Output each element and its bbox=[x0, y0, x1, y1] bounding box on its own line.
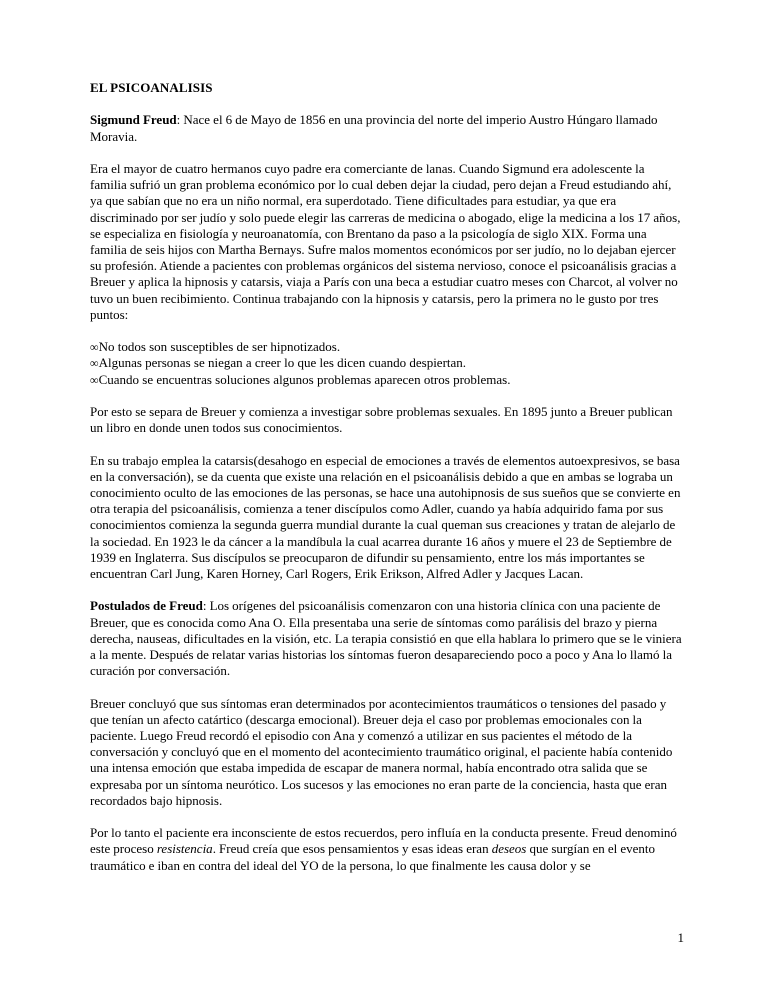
paragraph-freud-intro bbox=[90, 112, 684, 144]
list-item-label: Algunas personas se niegan a creer lo que les dicen cuando despiertan. bbox=[98, 355, 467, 371]
list-item bbox=[90, 372, 684, 388]
paragraph-breuer-split: Por esto se separa de Breuer y comienza a investigar sobre problemas sexuales. En 1895 junto a Breuer publican un libro en donde unen todos sus conocimientos. bbox=[90, 404, 673, 436]
resistencia-text-part1: Por lo tanto el paciente era inconsciente de estos recuerdos, pero influía en la conducta presente. Freud denominó este proceso bbox=[90, 825, 677, 857]
paragraph-resistencia bbox=[90, 825, 684, 874]
paragraph-breuer-conclusion: Breuer concluyó que sus síntomas eran determinados por acontecimientos traumáticos o tensiones del pasado y que tenían un afecto catártico (descarga emocional). Breuer deja el caso por problemas emocionales con la paciente. Luego Freud recordó el episodio con Ana y comenzó a utilizar en sus pacientes el método de la conversación y concluyó que en el momento del acontecimiento traumático original, el paciente había contenido una intensa emoción que estaba impedida de escapar de manera normal, había encontrado otra salida que se expresaba por un síntoma neurótico. Los sucesos y las emociones no eran parte de la conciencia, hasta que eran recordados bajo hipnosis. bbox=[90, 695, 673, 808]
infinity-bullet-icon: ∞ bbox=[90, 372, 99, 387]
paragraph-biography: Era el mayor de cuatro hermanos cuyo padre era comerciante de lanas. Cuando Sigmund era adolescente la familia sufrió un gran problema económico por lo cual deben dejar la ciudad, pero dejan a Freud estudiando ahí, ya que sabían que no era un niño normal, era superdotado. Tiene dificultades para estudiar, ya que era discriminado por ser judío y solo puede elegir las carreras de medicina o abogado, elige la medicina a los 17 años, se especializa en fisiología y neuroanatomía, con Brentano da paso a la psicología de siglo XIX. Forma una familia de seis hijos con Martha Bernays. Sufre malos momentos económicos por ser judío, no lo dejaban ejercer su profesión. Atiende a pacientes con problemas orgánicos del sistema nervioso, conoce el psicoanálisis gracias a Breuer y aplica la hipnosis y catarsis, viaja a París con una beca a estudiar cuatro meses con Charcot, al volver no tuvo un buen recibimiento. Continua trabajando con la hipnosis y catarsis, pero la primera no le gusto por tres puntos: bbox=[90, 160, 681, 322]
freud-intro-lead: Sigmund Freud bbox=[90, 112, 177, 128]
page-number: 1 bbox=[677, 930, 684, 945]
list-item-label: No todos son susceptibles de ser hipnotizados. bbox=[98, 339, 341, 355]
page-title: EL PSICOANALISIS bbox=[90, 80, 213, 95]
postulados-lead: Postulados de Freud bbox=[90, 598, 203, 614]
list-item bbox=[90, 339, 684, 355]
freud-intro-text: : Nace el 6 de Mayo de 1856 en una provincia del norte del imperio Austro Húngaro llamado Moravia. bbox=[90, 112, 658, 144]
resistencia-text-part2: . Freud creía que esos pensamientos y esas ideas eran bbox=[212, 841, 492, 857]
infinity-bullet-icon: ∞ bbox=[90, 356, 99, 371]
list-item bbox=[90, 355, 684, 371]
document-body bbox=[90, 80, 684, 874]
resistencia-emphasis: resistencia bbox=[156, 841, 213, 857]
paragraph-postulados bbox=[90, 598, 684, 679]
infinity-bullet-icon: ∞ bbox=[90, 340, 99, 355]
deseos-emphasis: deseos bbox=[491, 841, 527, 857]
list-item-label: Cuando se encuentras soluciones algunos problemas aparecen otros problemas. bbox=[98, 371, 511, 387]
resistencia-text-part3: que surgían en el evento traumático e iban en contra del ideal del YO de la persona, lo que finalmente les causa dolor y se bbox=[90, 841, 655, 873]
paragraph-catarsis: En su trabajo emplea la catarsis(desahogo en especial de emociones a través de elementos autoexpresivos, se basa en la conversación), se da cuenta que existe una relación en el psicoanálisis debido a que en ambas se lograba un conocimiento oculto de las emociones de las personas, se hace una autohipnosis de sus sueños que se convierte en otra terapia del psicoanálisis, comienza a tener discípulos como Adler, cuando ya había adquirido fama por sus conocimientos comienza la segunda guerra mundial durante la cual queman sus creaciones y tratan de alejarlo de la sociedad. En 1923 le da cáncer a la mandíbula la cual acarrea durante 16 años y muere el 23 de Septiembre de 1939 en Inglaterra. Sus discípulos se preocuparon de difundir su pensamiento, entre los más importantes se encuentran Carl Jung, Karen Horney, Carl Rogers, Erik Erikson, Alfred Adler y Jacques Lacan. bbox=[90, 452, 681, 582]
postulados-text: : Los orígenes del psicoanálisis comenzaron con una historia clínica con una paciente de Breuer, que es conocida como Ana O. Ella presentaba una serie de síntomas como parálisis del brazo y pierna derecha, nauseas, dificultades en la visión, etc. La terapia consistió en que ella hablara lo primero que se le viniera a la mente. Después de relatar varias historias los síntomas fueron desapareciendo poco a poco y Ana lo llamó la curación por conversación. bbox=[90, 598, 682, 679]
hypnosis-points-list bbox=[90, 339, 684, 388]
